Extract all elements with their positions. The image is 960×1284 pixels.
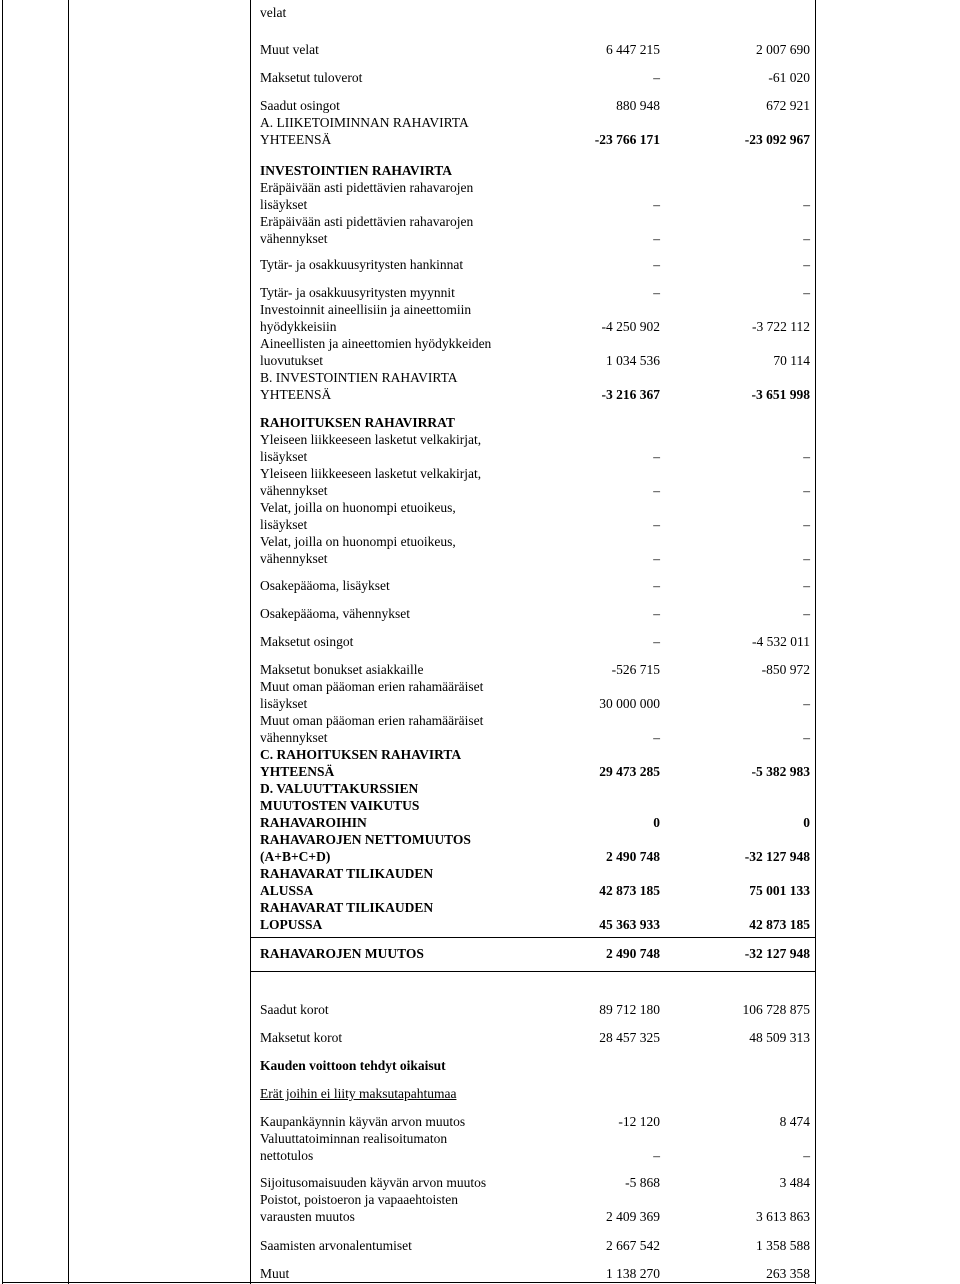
current-year-value: 2 667 542 — [606, 1238, 660, 1253]
row-label: Kauden voittoon tehdyt oikaisut — [260, 1058, 446, 1073]
current-year-value: – — [653, 606, 660, 621]
previous-year-value: -5 382 983 — [751, 764, 810, 779]
previous-year-value: – — [803, 197, 810, 212]
row-label: Velat, joilla on huonompi etuoikeus, lisäykset — [260, 500, 456, 532]
current-year-value: -5 868 — [625, 1175, 660, 1190]
row-label: RAHAVAROJEN NETTOMUUTOS (A+B+C+D) — [260, 832, 471, 864]
row-label: Maksetut osingot — [260, 634, 354, 649]
row-label: B. INVESTOINTIEN RAHAVIRTA YHTEENSÄ — [260, 370, 458, 402]
current-year-value: – — [653, 197, 660, 212]
row-label: Kaupankäynnin käyvän arvon muutos — [260, 1114, 466, 1129]
previous-year-value: 1 358 588 — [756, 1238, 810, 1253]
row-label: Eräpäivään asti pidettävien rahavarojen vähennykset — [260, 214, 474, 246]
previous-year-value: 106 728 875 — [742, 1002, 810, 1017]
previous-year-value: 263 358 — [766, 1266, 810, 1281]
current-year-value: -12 120 — [618, 1114, 660, 1129]
table-column-divider-1 — [68, 0, 69, 1284]
current-year-value: – — [653, 449, 660, 464]
table-border-left — [2, 0, 3, 1284]
row-label: Sijoitusomaisuuden käyvän arvon muutos — [260, 1175, 487, 1190]
row-label: Yleiseen liikkeeseen lasketut velkakirjat, lisäykset — [260, 432, 482, 464]
current-year-value: 2 490 748 — [606, 849, 660, 864]
current-year-value: 45 363 933 — [599, 917, 660, 932]
row-label: RAHAVAROJEN MUUTOS — [260, 946, 424, 961]
current-year-value: – — [653, 730, 660, 745]
row-label: Poistot, poistoeron ja vapaaehtoisten varausten muutos — [260, 1192, 458, 1224]
previous-year-value: – — [803, 517, 810, 532]
current-year-value: -3 216 367 — [601, 387, 660, 402]
current-year-value: 30 000 000 — [599, 696, 660, 711]
previous-year-value: – — [803, 696, 810, 711]
table-column-divider-2 — [250, 0, 251, 1284]
row-label: RAHOITUKSEN RAHAVIRRAT — [260, 415, 455, 430]
previous-year-value: 42 873 185 — [749, 917, 810, 932]
previous-year-value: – — [803, 730, 810, 745]
current-year-value: 29 473 285 — [599, 764, 660, 779]
row-label: Tytär- ja osakkuusyritysten hankinnat — [260, 257, 464, 272]
current-year-value: – — [653, 483, 660, 498]
previous-year-value: 70 114 — [773, 353, 810, 368]
previous-year-value: – — [803, 551, 810, 566]
previous-year-value: – — [803, 231, 810, 246]
previous-year-value: 672 921 — [766, 98, 810, 113]
previous-year-value: -850 972 — [761, 662, 810, 677]
current-year-value: -4 250 902 — [601, 319, 660, 334]
previous-year-value: -23 092 967 — [744, 132, 810, 147]
current-year-value: – — [653, 1148, 660, 1163]
previous-year-value: 2 007 690 — [756, 42, 810, 57]
current-year-value: – — [653, 285, 660, 300]
previous-year-value: -61 020 — [768, 70, 810, 85]
table-row-divider — [250, 937, 815, 938]
row-label: Maksetut korot — [260, 1030, 343, 1045]
row-label: Muut velat — [260, 42, 319, 57]
previous-year-value: 3 613 863 — [756, 1209, 810, 1224]
row-label: INVESTOINTIEN RAHAVIRTA — [260, 163, 452, 178]
previous-year-value: -4 532 011 — [752, 634, 810, 649]
current-year-value: -23 766 171 — [594, 132, 660, 147]
row-label: Yleiseen liikkeeseen lasketut velkakirjat, vähennykset — [260, 466, 482, 498]
row-label: Saadut korot — [260, 1002, 329, 1017]
row-label: Muut oman pääoman erien rahamääräiset vähennykset — [260, 713, 484, 745]
row-label: Osakepääoma, lisäykset — [260, 578, 390, 593]
current-year-value: – — [653, 551, 660, 566]
previous-year-value: – — [803, 257, 810, 272]
current-year-value: -526 715 — [611, 662, 660, 677]
previous-year-value: 48 509 313 — [749, 1030, 810, 1045]
row-label: Muut — [260, 1266, 290, 1281]
row-label: Muut oman pääoman erien rahamääräiset lisäykset — [260, 679, 484, 711]
row-label: Maksetut bonukset asiakkaille — [260, 662, 424, 677]
previous-year-value: – — [803, 606, 810, 621]
current-year-value: – — [653, 70, 660, 85]
table-row-divider — [250, 971, 815, 972]
previous-year-value: 75 001 133 — [749, 883, 810, 898]
row-label: Saamisten arvonalentumiset — [260, 1238, 412, 1253]
previous-year-value: -32 127 948 — [744, 946, 810, 961]
current-year-value: 1 034 536 — [606, 353, 660, 368]
current-year-value: – — [653, 634, 660, 649]
current-year-value: 6 447 215 — [606, 42, 660, 57]
previous-year-value: 0 — [803, 815, 810, 830]
row-label: Erät joihin ei liity maksutapahtumaa — [260, 1086, 457, 1101]
current-year-value: 0 — [653, 815, 660, 830]
current-year-value: – — [653, 257, 660, 272]
previous-year-value: -32 127 948 — [744, 849, 810, 864]
row-label: Investoinnit aineellisiin ja aineettomiin hyödykkeisiin — [260, 302, 472, 334]
current-year-value: 1 138 270 — [606, 1266, 660, 1281]
previous-year-value: – — [803, 1148, 810, 1163]
current-year-value: 89 712 180 — [599, 1002, 660, 1017]
row-label: A. LIIKETOIMINNAN RAHAVIRTA YHTEENSÄ — [260, 115, 469, 147]
previous-year-value: – — [803, 285, 810, 300]
row-label: Valuuttatoiminnan realisoitumaton nettotulos — [260, 1131, 448, 1163]
previous-year-value: – — [803, 578, 810, 593]
table-border-bottom — [2, 1282, 815, 1283]
row-label: Velat, joilla on huonompi etuoikeus, vähennykset — [260, 534, 456, 566]
previous-year-value: 8 474 — [779, 1114, 810, 1129]
current-year-value: 2 490 748 — [606, 946, 660, 961]
row-label: C. RAHOITUKSEN RAHAVIRTA YHTEENSÄ — [260, 747, 462, 779]
row-label: RAHAVARAT TILIKAUDEN LOPUSSA — [260, 900, 434, 932]
previous-year-value: -3 722 112 — [752, 319, 810, 334]
current-year-value: 2 409 369 — [606, 1209, 660, 1224]
row-label: D. VALUUTTAKURSSIEN MUUTOSTEN VAIKUTUS RAHAVAROIHIN — [260, 781, 420, 830]
row-label: Tytär- ja osakkuusyritysten myynnit — [260, 285, 455, 300]
current-year-value: 42 873 185 — [599, 883, 660, 898]
current-year-value: – — [653, 517, 660, 532]
previous-year-value: – — [803, 449, 810, 464]
previous-year-value: 3 484 — [779, 1175, 810, 1190]
current-year-value: – — [653, 231, 660, 246]
current-year-value: – — [653, 578, 660, 593]
row-label: Osakepääoma, vähennykset — [260, 606, 410, 621]
row-label: Aineellisten ja aineettomien hyödykkeiden luovutukset — [260, 336, 492, 368]
current-year-value: 28 457 325 — [599, 1030, 660, 1045]
current-year-value: 880 948 — [616, 98, 660, 113]
row-label: Maksetut tuloverot — [260, 70, 363, 85]
row-label: velat — [260, 5, 287, 20]
row-label: RAHAVARAT TILIKAUDEN ALUSSA — [260, 866, 434, 898]
table-border-right — [815, 0, 816, 1284]
row-label: Eräpäivään asti pidettävien rahavarojen lisäykset — [260, 180, 474, 212]
row-label: Saadut osingot — [260, 98, 340, 113]
previous-year-value: – — [803, 483, 810, 498]
previous-year-value: -3 651 998 — [751, 387, 810, 402]
